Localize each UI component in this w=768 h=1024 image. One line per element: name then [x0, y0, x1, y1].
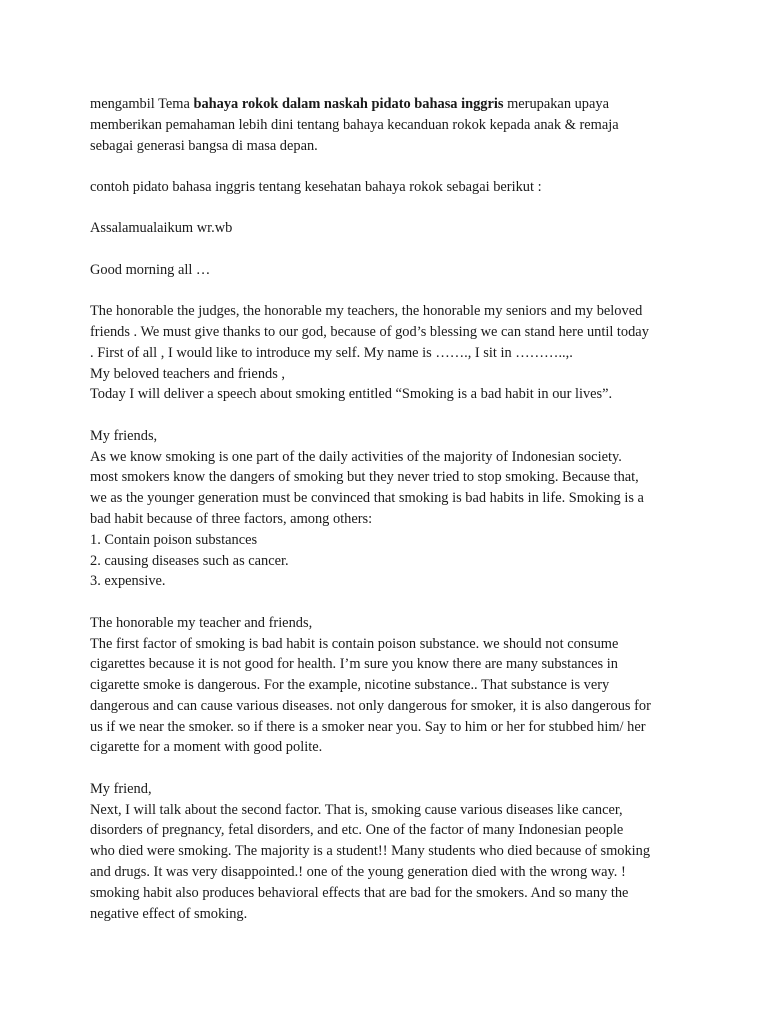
opening-paragraph	[90, 301, 700, 405]
list-item: 3. expensive.	[90, 573, 166, 590]
second-factor-line: disorders of pregnancy, fetal disorders, and etc. One of the factor of many Indonesian people	[90, 822, 624, 839]
example-intro-paragraph	[90, 177, 700, 198]
first-factor-line: dangerous and can cause various diseases. not only dangerous for smoker, it is also dangerous for	[90, 697, 651, 714]
friends-paragraph	[90, 426, 700, 592]
first-factor-line: The first factor of smoking is bad habit is contain poison substance. we should not consume	[90, 635, 619, 652]
second-factor-line: and drugs. It was very disappointed.! one of the young generation died with the wrong way. !	[90, 864, 626, 881]
intro-text-b: merupakan upaya	[503, 96, 609, 112]
first-factor-line: cigarette for a moment with good polite.	[90, 739, 323, 756]
second-factor-paragraph	[90, 779, 700, 925]
first-factor-line: us if we near the smoker. so if there is a smoker near you. Say to him or her for stubbed him/ her	[90, 718, 646, 735]
opening-line: The honorable the judges, the honorable my teachers, the honorable my seniors and my beloved	[90, 303, 643, 320]
intro-line-2: memberikan pemahaman lebih dini tentang bahaya kecanduan rokok kepada anak & remaja	[90, 116, 619, 133]
good-morning-line: Good morning all …	[90, 261, 211, 278]
friends-line: we as the younger generation must be convinced that smoking is bad habits in life. Smoking is a	[90, 490, 644, 507]
friends-line: My friends,	[90, 427, 158, 444]
second-factor-line: who died were smoking. The majority is a student!! Many students who died because of smoking	[90, 843, 651, 860]
first-factor-line: cigarettes because it is not good for health. I’m sure you know there are many substances in	[90, 656, 618, 673]
second-factor-line: smoking habit also produces behavioral effects that are bad for the smokers. And so many the	[90, 884, 629, 901]
opening-line: Today I will deliver a speech about smoking entitled “Smoking is a bad habit in our lives”.	[90, 386, 613, 403]
first-factor-paragraph	[90, 613, 700, 759]
friends-line: bad habit because of three factors, among others:	[90, 510, 373, 527]
friends-line: As we know smoking is one part of the daily activities of the majority of Indonesian society.	[90, 448, 622, 465]
second-factor-line: My friend,	[90, 780, 152, 797]
intro-paragraph	[90, 94, 700, 156]
opening-line: friends . We must give thanks to our god, because of god’s blessing we can stand here until today	[90, 323, 649, 340]
good-morning-paragraph	[90, 260, 700, 281]
document-body	[90, 94, 700, 945]
list-item: 1. Contain poison substances	[90, 531, 258, 548]
list-item: 2. causing diseases such as cancer.	[90, 552, 289, 569]
opening-line: . First of all , I would like to introduce my self. My name is ……., I sit in ………..,.	[90, 344, 573, 361]
intro-bold-topic: bahaya rokok dalam naskah pidato bahasa inggris	[193, 96, 504, 112]
first-factor-line: The honorable my teacher and friends,	[90, 614, 313, 631]
intro-text-a: mengambil Tema	[90, 96, 194, 112]
second-factor-line: negative effect of smoking.	[90, 905, 248, 922]
intro-line-1	[90, 94, 700, 115]
opening-line: My beloved teachers and friends ,	[90, 365, 286, 382]
friends-line: most smokers know the dangers of smoking but they never tried to stop smoking. Because that,	[90, 469, 639, 486]
intro-line-3: sebagai generasi bangsa di masa depan.	[90, 137, 318, 154]
first-factor-line: cigarette smoke is dangerous. For the example, nicotine substance.. That substance is very	[90, 677, 610, 694]
example-intro-line: contoh pidato bahasa inggris tentang kesehatan bahaya rokok sebagai berikut :	[90, 178, 542, 195]
greeting-paragraph	[90, 218, 700, 239]
greeting-line: Assalamualaikum wr.wb	[90, 220, 233, 237]
second-factor-line: Next, I will talk about the second factor. That is, smoking cause various diseases like cancer,	[90, 801, 623, 818]
